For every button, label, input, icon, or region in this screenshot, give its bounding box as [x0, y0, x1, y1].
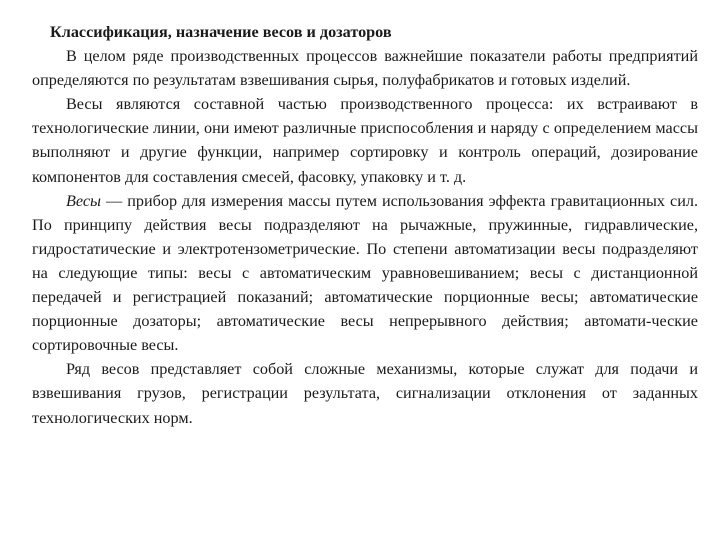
- document-title: Классификация, назначение весов и дозаторов: [50, 23, 392, 41]
- paragraph-1: В целом ряде производственных процессов важнейшие показатели работы предприятий определяются по результатам взвешивания сырья, полуфабрикатов и готовых изделий.: [32, 47, 698, 90]
- paragraph-3-body: — прибор для измерения массы путем использования эффекта гравитационных сил. По принципу действия весы подразделяют на рычажные, пружинные, гидравлические, гидростатические и электротензометрические. По степени автоматизации весы подразделяют на следующие типы: весы с автоматическим уравновешиванием; весы с дистанционной передачей и регистрацией показаний; автоматические порционные весы; автоматические порционные дозаторы; автоматические весы непрерывного действия; автомати-ческие сортировочные весы.: [32, 191, 698, 355]
- term-scales: Весы: [66, 191, 102, 210]
- paragraph-3: [32, 189, 698, 358]
- document-page: [32, 20, 698, 430]
- paragraph-2: Весы являются составной частью производственного процесса: их встраивают в технологические линии, они имеют различные приспособления и наряду с определением массы выполняют и другие функции, например сортировку и контроль операций, дозирование компонентов для составления смесей, фасовку, упаковку и т. д.: [32, 95, 698, 186]
- paragraph-4: Ряд весов представляет собой сложные механизмы, которые служат для подачи и взвешивания грузов, регистрации результата, сигнализации отклонения от заданных технологических норм.: [32, 360, 698, 427]
